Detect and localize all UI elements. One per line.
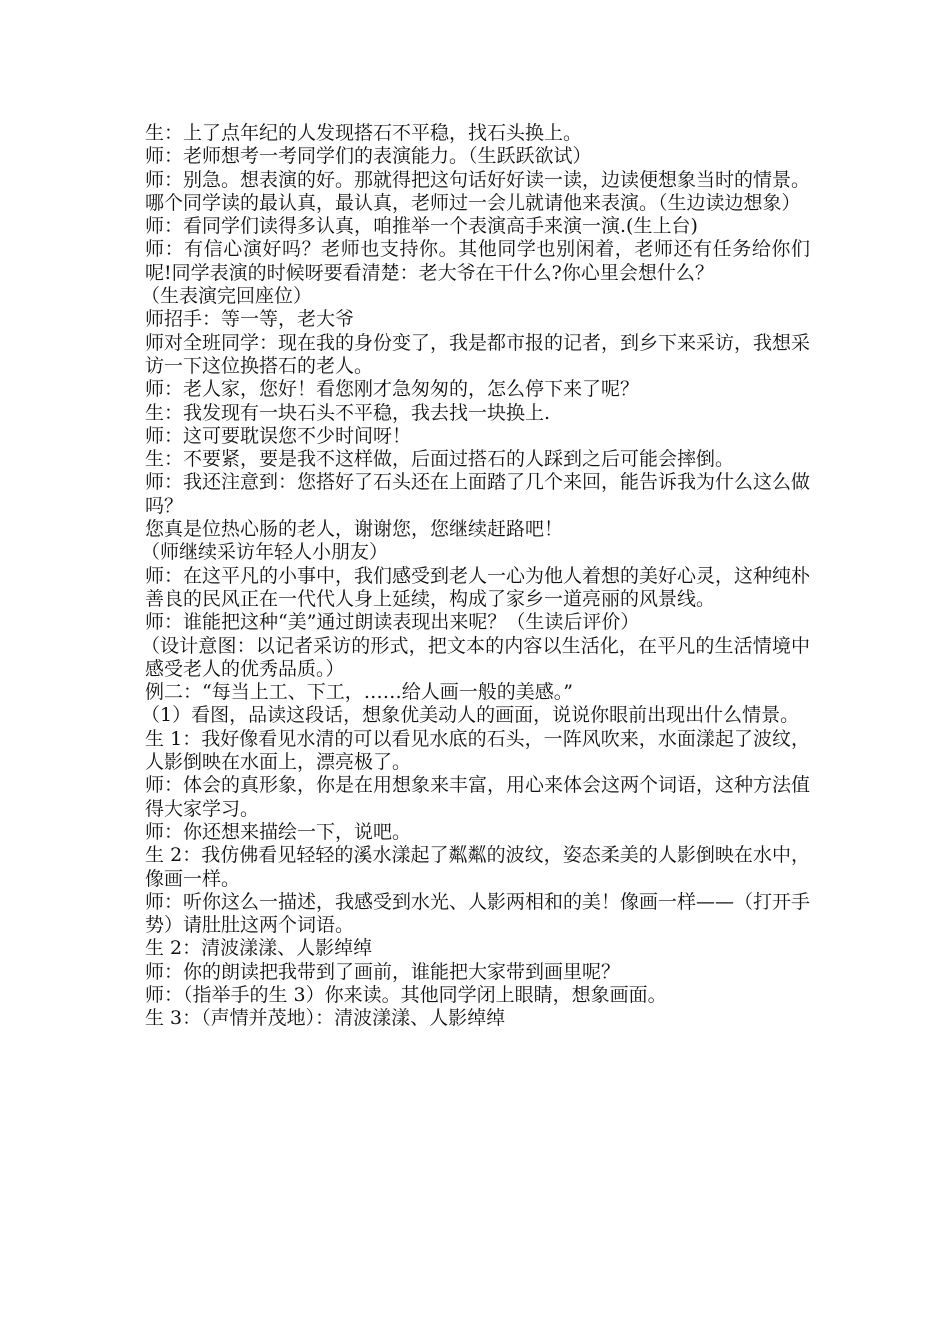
paragraph: 师对全班同学：现在我的身份变了，我是都市报的记者，到乡下来采访，我想采访一下这位换搭石的老人。 (145, 331, 811, 377)
paragraph: 师：别急。想表演的好。那就得把这句话好好读一读，边读便想象当时的情景。哪个同学读的最认真，最认真，老师过一会儿就请他来表演。（生边读边想象） (145, 168, 811, 214)
paragraph: （生表演完回座位） (141, 285, 313, 308)
paragraph: 师：你的朗读把我带到了画前，谁能把大家带到画里呢？ (145, 960, 621, 983)
paragraph: 生：我发现有一块石头不平稳，我去找一块换上. (145, 401, 551, 424)
paragraph: 师：（指举手的生 3）你来读。其他同学闭上眼睛，想象画面。 (145, 983, 667, 1006)
paragraph: 生 3：（声情并茂地）：清波漾漾、人影绰绰 (145, 1007, 506, 1030)
paragraph: 师：看同学们读得多认真，咱推举一个表演高手来演一演.(生上台) (145, 215, 698, 238)
paragraph: 生：不要紧，要是我不这样做，后面过搭石的人踩到之后可能会摔倒。 (145, 448, 735, 471)
document-body (141, 122, 811, 1031)
paragraph: 师：我还注意到：您搭好了石头还在上面踏了几个来回，能告诉我为什么这么做吗？ (145, 471, 811, 517)
paragraph: 师：老人家，您好！看您刚才急匆匆的，怎么停下来了呢？ (145, 378, 640, 401)
paragraph: 例二：“每当上工、下工，……给人画一般的美感。” (145, 681, 573, 704)
paragraph: 师招手：等一等，老大爷 (145, 308, 355, 331)
paragraph: 生 1：我好像看见水清的可以看见水底的石头，一阵风吹来，水面漾起了波纹，人影倒映在水面上，漂亮极了。 (145, 727, 810, 774)
paragraph: 师：谁能把这种“美”通过朗读表现出来呢？（生读后评价） (145, 611, 640, 634)
paragraph: 生 2：清波漾漾、人影绰绰 (145, 937, 373, 960)
paragraph: 师：体会的真形象，你是在用想象来丰富，用心来体会这两个词语，这种方法值得大家学习。 (145, 774, 811, 820)
paragraph: 师：听你这么一描述，我感受到水光、人影两相和的美！像画一样——（打开手势）请肚肚这两个词语。 (145, 890, 811, 937)
paragraph: 生 2：我仿佛看见轻轻的溪水漾起了粼粼的波纹，姿态柔美的人影倒映在水中，像画一样。 (145, 844, 810, 890)
paragraph: 师：在这平凡的小事中，我们感受到老人一心为他人着想的美好心灵，这种纯朴善良的民风正在一代代人身上延续，构成了家乡一道亮丽的风景线。 (145, 564, 811, 610)
paragraph: 您真是位热心肠的老人，谢谢您，您继续赶路吧！ (145, 518, 564, 541)
paragraph: 师：你还想来描绘一下，说吧。 (145, 820, 412, 843)
paragraph: 师：老师想考一考同学们的表演能力。（生跃跃欲试） (145, 145, 592, 168)
paragraph: 师：这可要耽误您不少时间呀！ (145, 424, 412, 447)
paragraph: （设计意图：以记者采访的形式，把文本的内容以生活化，在平凡的生活情境中感受老人的优秀品质。） (141, 634, 810, 680)
paragraph: 生：上了点年纪的人发现搭石不平稳，找石头换上。 (145, 122, 583, 144)
paragraph: （师继续采访年轻人小朋友） (141, 541, 389, 564)
paragraph: 师：有信心演好吗？老师也支持你。其他同学也别闲着，老师还有任务给你们呢!同学表演的时候呀要看清楚：老大爷在干什么?你心里会想什么？ (145, 238, 810, 284)
paragraph: （1）看图，品读这段话，想象优美动人的画面，说说你眼前出现出什么情景。 (141, 704, 800, 727)
